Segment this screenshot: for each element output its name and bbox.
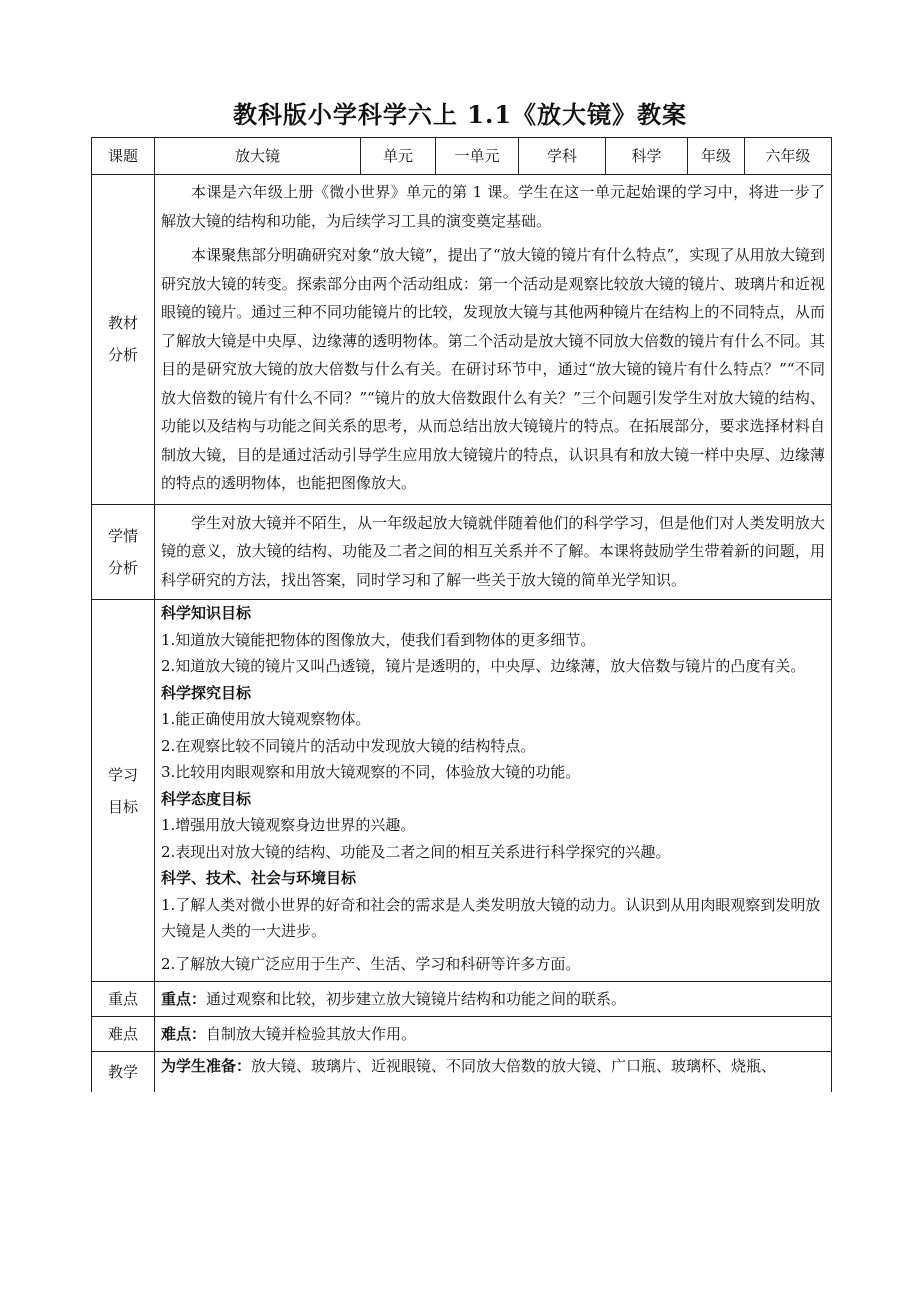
preparation-content	[155, 1052, 832, 1093]
inquiry-item-2: 2.在观察比较不同镜片的活动中发现放大镜的结构特点。	[161, 736, 536, 755]
subject-label: 学科	[519, 138, 606, 175]
student-analysis-label: 学情 分析	[92, 504, 155, 600]
grade-value: 六年级	[745, 138, 832, 175]
header-row	[92, 138, 832, 175]
attitude-item-1: 1.增强用放大镜观察身边世界的兴趣。	[161, 816, 416, 834]
preparation-text: 放大镜、玻璃片、近视眼镜、不同放大倍数的放大镜、广口瓶、玻璃杯、烧瓶、	[251, 1057, 777, 1075]
student-paragraph: 学生对放大镜并不陌生，从一年级起放大镜就伴随着他们的科学学习，但是他们对人类发明放大镜的意义，放大镜的结构、功能及二者之间的相互关系并不了解。本课将鼓励学生带着新的问题，用科学研究的方法，找出答案，同时学习和了解一些关于放大镜的简单光学知识。	[161, 513, 825, 589]
key-point-text: 通过观察和比较，初步建立放大镜镜片结构和功能之间的联系。	[206, 989, 627, 1008]
key-point-label: 重点	[92, 982, 155, 1017]
material-analysis-label: 教材 分析	[92, 175, 155, 505]
attitude-item-2: 2.表现出对放大镜的结构、功能及二者之间的相互关系进行科学探究的兴趣。	[161, 842, 671, 861]
stse-item-2: 2.了解放大镜广泛应用于生产、生活、学习和科研等许多方面。	[161, 954, 581, 973]
key-point-content	[155, 982, 832, 1017]
topic-value: 放大镜	[155, 138, 361, 175]
preparation-row	[92, 1052, 832, 1093]
stse-item-1: 1.了解人类对微小世界的好奇和社会的需求是人类发明放大镜的动力。认识到从用肉眼观察到发明放大镜是人类的一大进步。	[161, 895, 821, 940]
lesson-plan-table	[91, 137, 832, 1092]
topic-label: 课题	[92, 138, 155, 175]
grade-label: 年级	[688, 138, 745, 175]
material-paragraph-2: 本课聚焦部分明确研究对象“放大镜”，提出了“放大镜的镜片有什么特点”，实现了从用放大镜到研究放大镜的转变。探索部分由两个活动组成：第一个活动是观察比较放大镜的镜片、玻璃片和近视眼镜的镜片。通过三种不同功能镜片的比较，发现放大镜与其他两种镜片在结构上的不同特点，从而了解放大镜是中央厚、边缘薄的透明物体。第二个活动是放大镜不同放大倍数的镜片有什么不同。其目的是研究放大镜的放大倍数与什么有关。在研讨环节中，通过“放大镜的镜片有什么特点？”“不同放大倍数的镜片有什么不同？”“镜片的放大倍数跟什么有关？”三个问题引发学生对放大镜的结构、功能以及结构与功能之间关系的思考，从而总结出放大镜镜片的特点。在拓展部分，要求选择材料自制放大镜，目的是通过活动引导学生应用放大镜镜片的特点，认识具有和放大镜一样中央厚、边缘薄的特点的透明物体，也能把图像放大。	[161, 246, 825, 492]
learning-goals-row	[92, 600, 832, 982]
page-title: 教科版小学科学六上 1.1《放大镜》教案	[232, 100, 688, 129]
student-analysis-row	[92, 504, 832, 600]
knowledge-item-2: 2.知道放大镜的镜片又叫凸透镜，镜片是透明的，中央厚、边缘薄，放大倍数与镜片的凸度有关。	[161, 657, 806, 675]
material-analysis-content	[155, 175, 832, 505]
learning-goals-content	[155, 600, 832, 982]
knowledge-item-1: 1.知道放大镜能把物体的图像放大，使我们看到物体的更多细节。	[161, 630, 596, 649]
learning-goals-label: 学习 目标	[92, 600, 155, 982]
student-analysis-content	[155, 504, 832, 600]
difficulty-row	[92, 1017, 832, 1052]
key-point-row	[92, 982, 832, 1017]
material-analysis-row	[92, 175, 832, 505]
difficulty-content	[155, 1017, 832, 1052]
difficulty-label: 难点	[92, 1017, 155, 1052]
difficulty-text: 自制放大镜并检验其放大作用。	[206, 1024, 417, 1043]
preparation-label: 教学	[92, 1052, 155, 1093]
key-point-prefix: 重点：	[161, 989, 207, 1008]
attitude-heading: 科学态度目标	[161, 789, 252, 808]
inquiry-item-1: 1.能正确使用放大镜观察物体。	[161, 710, 371, 728]
unit-label: 单元	[361, 138, 436, 175]
unit-value: 一单元	[436, 138, 519, 175]
inquiry-heading: 科学探究目标	[161, 683, 252, 702]
preparation-prefix: 为学生准备：	[161, 1057, 252, 1075]
inquiry-item-3: 3.比较用肉眼观察和用放大镜观察的不同，体验放大镜的功能。	[161, 763, 581, 781]
stse-heading: 科学、技术、社会与环境目标	[161, 869, 357, 887]
material-paragraph-1: 本课是六年级上册《微小世界》单元的第 1 课。学生在这一单元起始课的学习中，将进一步了解放大镜的结构和功能，为后续学习工具的演变奠定基础。	[161, 183, 825, 230]
difficulty-prefix: 难点：	[161, 1024, 207, 1043]
knowledge-heading: 科学知识目标	[161, 604, 252, 622]
subject-value: 科学	[606, 138, 688, 175]
